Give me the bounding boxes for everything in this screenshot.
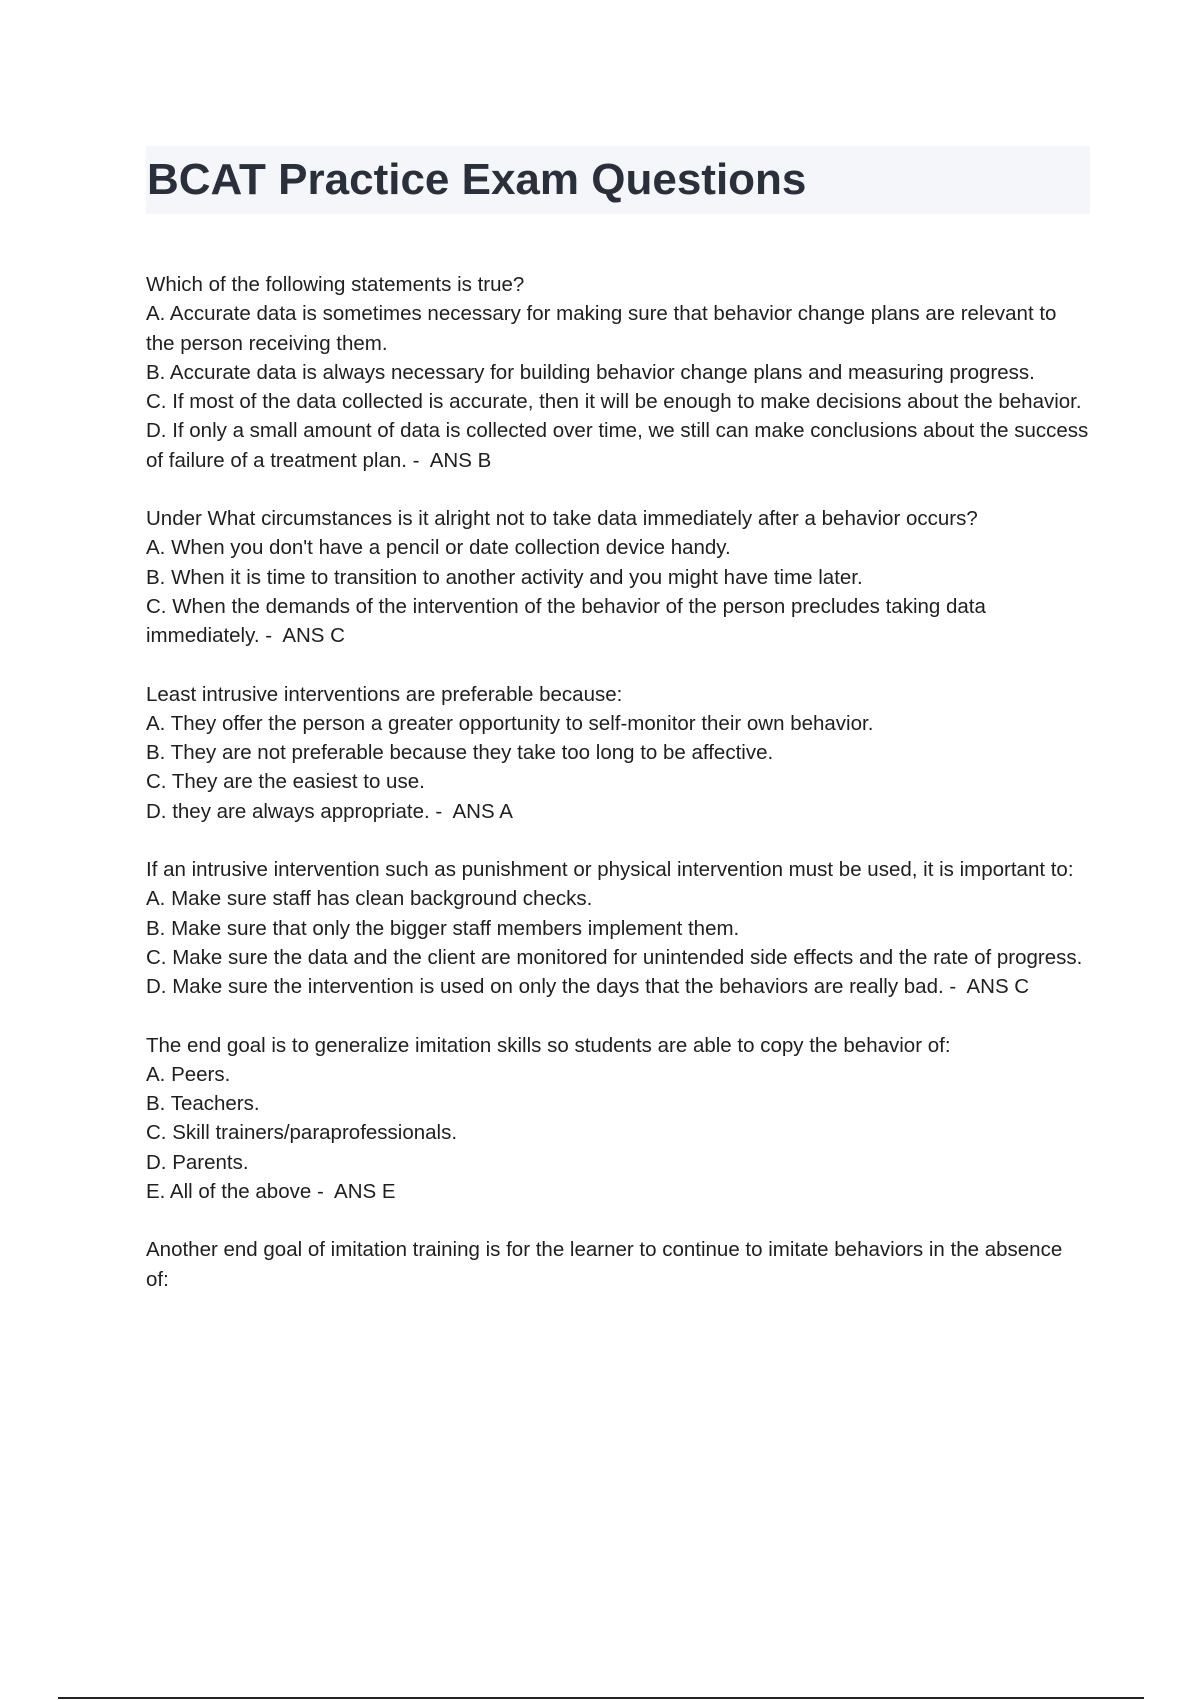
answer-option: C. When the demands of the intervention of the behavior of the person precludes taking data immediately. - ANS C bbox=[146, 594, 992, 648]
answer-option: D. If only a small amount of data is collected over time, we still can make conclusions about the success of failure of a treatment plan. - ANS B bbox=[146, 419, 1095, 472]
question-block bbox=[146, 680, 1090, 826]
question-prompt: Under What circumstances is it alright not to take data immediately after a behavior occurs? bbox=[146, 507, 978, 531]
answer-option: C. If most of the data collected is accurate, then it will be enough to make decisions about the behavior. bbox=[146, 390, 1082, 414]
answer-option: A. They offer the person a greater opportunity to self-monitor their own behavior. bbox=[146, 711, 874, 735]
answer-option: B. When it is time to transition to another activity and you might have time later. bbox=[146, 565, 863, 589]
answer-option: C. They are the easiest to use. bbox=[146, 770, 425, 794]
question-prompt: If an intrusive intervention such as punishment or physical intervention must be used, it is important to: bbox=[146, 858, 1074, 882]
answer-option: B. Teachers. bbox=[146, 1092, 260, 1116]
answer-option: B. Make sure that only the bigger staff members implement them. bbox=[146, 916, 740, 940]
answer-option: A. Accurate data is sometimes necessary for making sure that behavior change plans are relevant to the person receiving them. bbox=[146, 302, 1063, 355]
answer-option: D. they are always appropriate. - ANS A bbox=[146, 799, 513, 823]
question-block bbox=[146, 1235, 1090, 1294]
question-list bbox=[146, 270, 1095, 1323]
question-block bbox=[146, 855, 1090, 1001]
answer-option: A. Peers. bbox=[146, 1062, 231, 1086]
question-prompt: Least intrusive interventions are preferable because: bbox=[146, 682, 623, 706]
answer-option: D. Parents. bbox=[146, 1150, 249, 1174]
answer-option: A. When you don't have a pencil or date collection device handy. bbox=[146, 536, 731, 560]
title-banner bbox=[146, 146, 1090, 214]
question-prompt: Which of the following statements is true? bbox=[146, 273, 525, 296]
answer-option: E. All of the above - ANS E bbox=[146, 1180, 396, 1204]
question-block bbox=[146, 504, 1090, 650]
question-prompt: Another end goal of imitation training is for the learner to continue to imitate behaviors in the absence of: bbox=[146, 1238, 1068, 1291]
answer-option: C. Skill trainers/paraprofessionals. bbox=[146, 1121, 458, 1145]
question-block bbox=[146, 270, 1095, 475]
footer-divider bbox=[58, 1697, 1144, 1699]
answer-option: D. Make sure the intervention is used on only the days that the behaviors are really bad. - ANS C bbox=[146, 975, 1030, 999]
answer-option: C. Make sure the data and the client are monitored for unintended side effects and the rate of progress. bbox=[146, 945, 1083, 969]
page-title: BCAT Practice Exam Questions bbox=[147, 155, 807, 204]
answer-option: A. Make sure staff has clean background checks. bbox=[146, 887, 593, 911]
answer-option: B. They are not preferable because they take too long to be affective. bbox=[146, 741, 774, 765]
question-block bbox=[146, 1031, 1090, 1207]
question-prompt: The end goal is to generalize imitation skills so students are able to copy the behavior of: bbox=[146, 1033, 951, 1057]
answer-option: B. Accurate data is always necessary for building behavior change plans and measuring progress. bbox=[146, 360, 1035, 384]
